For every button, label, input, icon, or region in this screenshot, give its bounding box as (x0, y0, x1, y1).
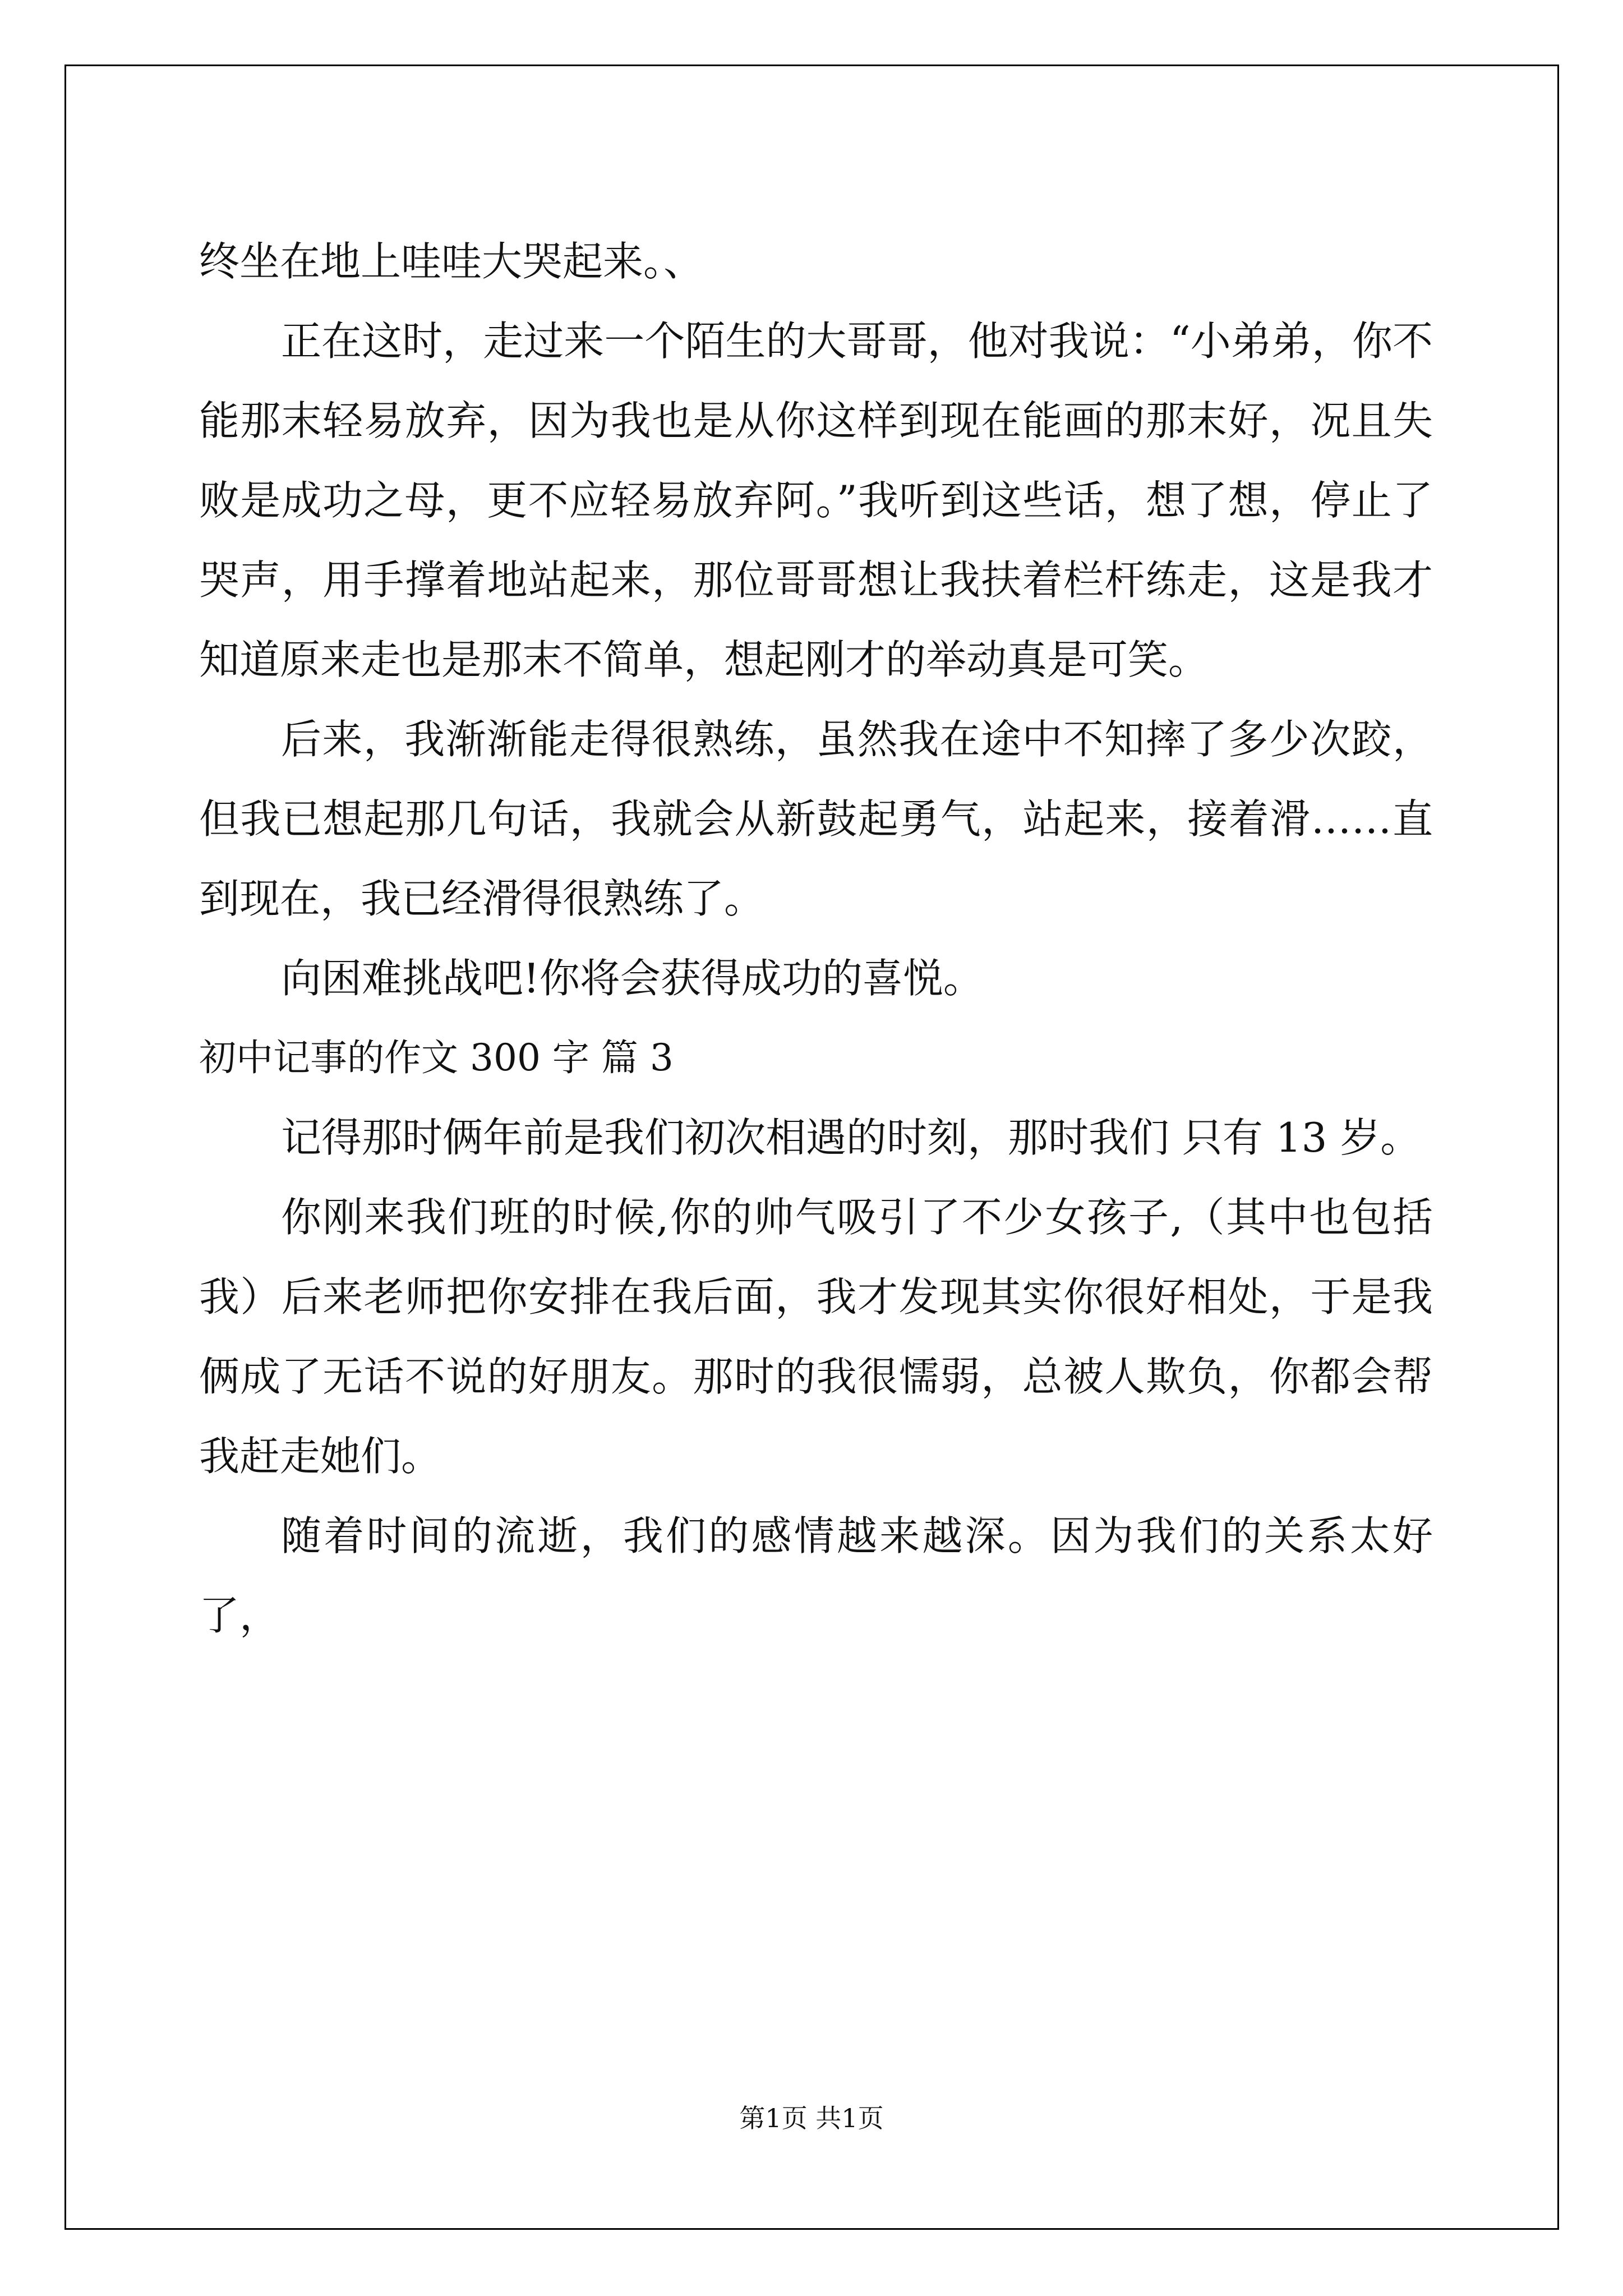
page-footer: 第1页 共1页 (739, 2103, 884, 2133)
paragraph: 后来，我渐渐能走得很熟练，虽然我在途中不知摔了多少次跤，但我已想起那几句话，我就会从新鼓起勇气，站起来，接着滑……直到现在，我已经滑得很熟练了。 (199, 716, 1433, 922)
paragraph: 正在这时，走过来一个陌生的大哥哥，他对我说：“小弟弟，你不能那末轻易放弃，因为我也是从你这样到现在能画的那末好，况且失败是成功之母，更不应轻易放弃阿。”我听到这些话，想了想，停止了哭声，用手撑着地站起来，那位哥哥想让我扶着栏杆练走，这是我才知道原来走也是那末不简单，想起刚才的举动真是可笑。 (199, 318, 1433, 683)
section-heading: 初中记事的作文 300 字 篇 3 (199, 1036, 674, 1079)
document-body (199, 222, 1433, 1655)
paragraph: 向困难挑战吧!你将会获得成功的喜悦。 (281, 955, 984, 1002)
paragraph: 记得那时俩年前是我们初次相遇的时刻，那时我们 只有 13 岁。 (281, 1114, 1421, 1161)
paragraph: 随着时间的流逝，我们的感情越来越深。因为我们的关系太好了， (199, 1512, 1433, 1639)
paragraph-continuation: 终坐在地上哇哇大哭起来。、 (199, 238, 704, 285)
paragraph: 你刚来我们班的时候,你的帅气吸引了不少女孩子,（其中也包括我）后来老师把你安排在我后面，我才发现其实你很好相处，于是我俩成了无话不说的好朋友。那时的我很懦弱，总被人欺负，你都会帮我赶走她们。 (199, 1194, 1433, 1480)
